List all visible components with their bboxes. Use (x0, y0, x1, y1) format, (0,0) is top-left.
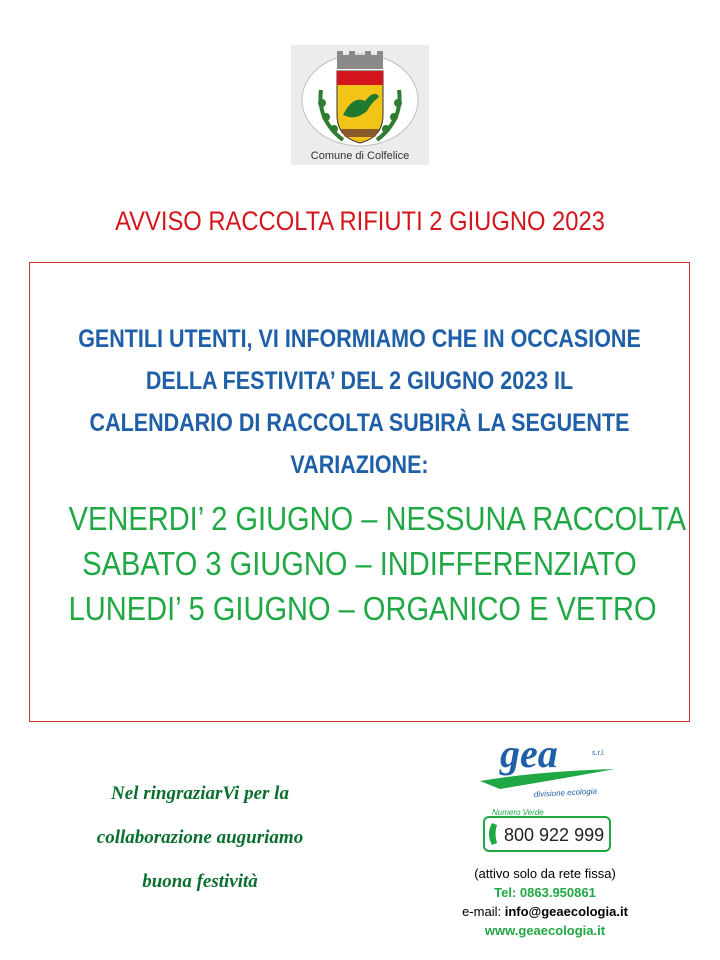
schedule-line: SABATO 3 GIUGNO – INDIFFERENZIATO (82, 545, 637, 582)
thanks-message (40, 772, 360, 904)
contacts (420, 864, 670, 940)
gea-logo (470, 735, 630, 855)
coat-of-arms-icon (291, 45, 429, 165)
contact-email-label: e-mail: (462, 904, 505, 919)
freephone-label: Numero Verde (492, 808, 544, 817)
contact-note: (attivo solo da rete fissa) (474, 866, 616, 881)
gea-brand: gea (500, 735, 558, 776)
notice-intro (29, 318, 690, 486)
thanks-line: buona festività (142, 871, 258, 892)
schedule-line: VENERDI’ 2 GIUGNO – NESSUNA RACCOLTA (68, 500, 687, 537)
intro-line: VARIAZIONE: (290, 451, 429, 479)
municipality-caption: Comune di Colfelice (310, 150, 410, 162)
contact-email[interactable]: info@geaecologia.it (504, 904, 628, 919)
thanks-line: Nel ringraziarVi per la (111, 783, 289, 804)
gea-suffix: s.r.l. (592, 750, 605, 757)
thanks-line: collaborazione auguriamo (96, 827, 304, 848)
intro-line: DELLA FESTIVITA’ DEL 2 GIUGNO 2023 IL (145, 367, 574, 395)
contact-website[interactable]: www.geaecologia.it (484, 923, 606, 938)
schedule-line: LUNEDI’ 5 GIUGNO – ORGANICO E VETRO (68, 590, 657, 627)
collection-schedule (29, 496, 690, 631)
contact-email-row (420, 902, 670, 921)
freephone-number: 800 922 999 (504, 825, 605, 845)
intro-line: CALENDARIO DI RACCOLTA SUBIRÀ LA SEGUENTE (89, 409, 630, 437)
page-title: AVVISO RACCOLTA RIFIUTI 2 GIUGNO 2023 (115, 206, 605, 236)
contact-tel: Tel: 0863.950861 (494, 885, 596, 900)
gea-division: divisione ecologia (533, 786, 598, 799)
intro-line: GENTILI UTENTI, VI INFORMIAMO CHE IN OCCASIONE (78, 325, 641, 353)
municipality-logo (291, 45, 429, 165)
